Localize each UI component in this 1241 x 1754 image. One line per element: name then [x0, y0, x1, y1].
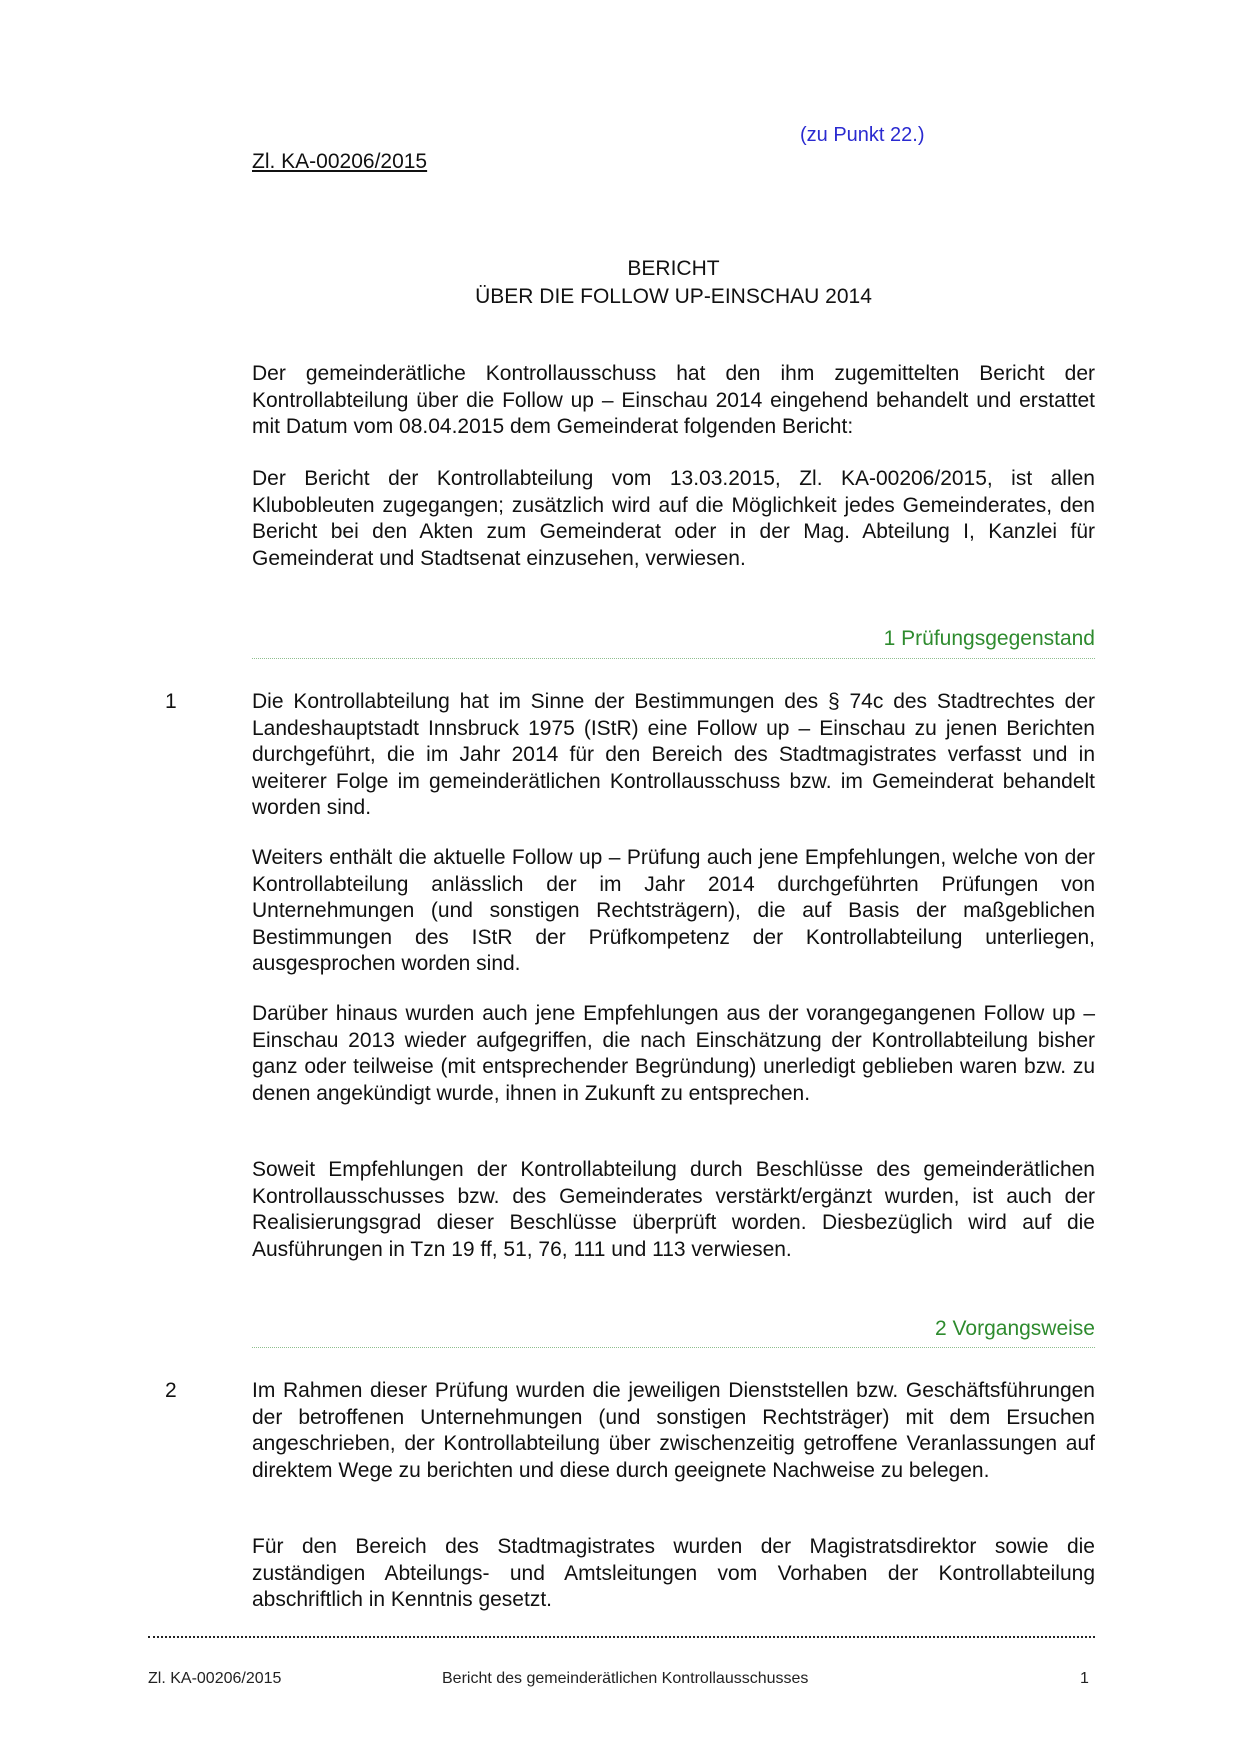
intro-paragraph-1: Der gemeinderätliche Kontrollausschuss hat den ihm zugemittelten Bericht der Kontrollabteilung über die Follow up – Einschau 2014 eingehend behandelt und erstattet mit Datum vom 08.04.2015 dem Gemeinderat folgenden Bericht:: [252, 362, 1095, 438]
section-heading-vorgangsweise: 2 Vorgangsweise: [935, 1317, 1095, 1340]
footer-reference: Zl. KA-00206/2015: [148, 1670, 282, 1687]
page-number: 1: [1080, 1670, 1089, 1687]
section-divider: [252, 658, 1095, 659]
section-divider: [252, 1347, 1095, 1348]
section2-paragraph-2: Für den Bereich des Stadtmagistrates wurden der Magistratsdirektor sowie die zuständigen Abteilungs- und Amtsleitungen vom Vorhaben der Kontrollabteilung abschriftlich in Kenntnis gesetzt.: [252, 1535, 1095, 1611]
section1-paragraph-1: Die Kontrollabteilung hat im Sinne der Bestimmungen des § 74c des Stadtrechtes der Landeshauptstadt Innsbruck 1975 (IStR) eine Follow up – Einschau zu jenen Berichten durchgeführt, die im Jahr 2014 für den Bereich des Stadtmagistrates verfasst und in weiterer Folge im gemeinderätlichen Kontrollausschuss bzw. im Gemeinderat behandelt worden sind.: [252, 690, 1095, 819]
section1-paragraph-3: Darüber hinaus wurden auch jene Empfehlungen aus der vorangegangenen Follow up – Einschau 2013 wieder aufgegriffen, die nach Einschätzung der Kontrollabteilung bisher ganz oder teilweise (mit entsprechender Begründung) unerledigt geblieben waren bzw. zu denen angekündigt wurde, ihnen in Zukunft zu entsprechen.: [252, 1002, 1095, 1105]
report-title: BERICHT: [627, 257, 720, 280]
paragraph-number-2: 2: [165, 1379, 177, 1402]
footer-divider: [148, 1636, 1095, 1638]
section-heading-pruefungsgegenstand: 1 Prüfungsgegenstand: [883, 627, 1095, 650]
section2-paragraph-1: Im Rahmen dieser Prüfung wurden die jeweiligen Dienststellen bzw. Geschäftsführungen der betroffenen Unternehmungen (und sonstigen Rechtsträger) mit dem Ersuchen angeschrieben, der Kontrollabteilung über zwischenzeitig getroffene Veranlassungen auf direktem Wege zu berichten und diese durch geeignete Nachweise zu belegen.: [252, 1379, 1095, 1482]
agenda-point: (zu Punkt 22.): [800, 124, 925, 146]
intro-paragraph-2: Der Bericht der Kontrollabteilung vom 13.03.2015, Zl. KA-00206/2015, ist allen Klubobleuten zugegangen; zusätzlich wird auf die Möglichkeit jedes Gemeinderates, den Bericht bei den Akten zum Gemeinderat oder in der Mag. Abteilung I, Kanzlei für Gemeinderat und Stadtsenat einzusehen, verwiesen.: [252, 467, 1095, 570]
report-subtitle: ÜBER DIE FOLLOW UP-EINSCHAU 2014: [475, 285, 872, 308]
paragraph-number-1: 1: [165, 690, 177, 713]
footer-title: Bericht des gemeinderätlichen Kontrollausschusses: [442, 1670, 809, 1687]
reference-number: Zl. KA-00206/2015: [252, 150, 428, 173]
section1-paragraph-4: Soweit Empfehlungen der Kontrollabteilung durch Beschlüsse des gemeinderätlichen Kontrollausschusses bzw. des Gemeinderates verstärkt/ergänzt wurden, ist auch der Realisierungsgrad dieser Beschlüsse überprüft worden. Diesbezüglich wird auf die Ausführungen in Tzn 19 ff, 51, 76, 111 und 113 verwiesen.: [252, 1158, 1095, 1261]
section1-paragraph-2: Weiters enthält die aktuelle Follow up – Prüfung auch jene Empfehlungen, welche von der Kontrollabteilung anlässlich der im Jahr 2014 durchgeführten Prüfungen von Unternehmungen (und sonstigen Rechtsträgern), die auf Basis der maßgeblichen Bestimmungen des IStR der Prüfkompetenz der Kontrollabteilung unterliegen, ausgesprochen worden sind.: [252, 846, 1095, 975]
